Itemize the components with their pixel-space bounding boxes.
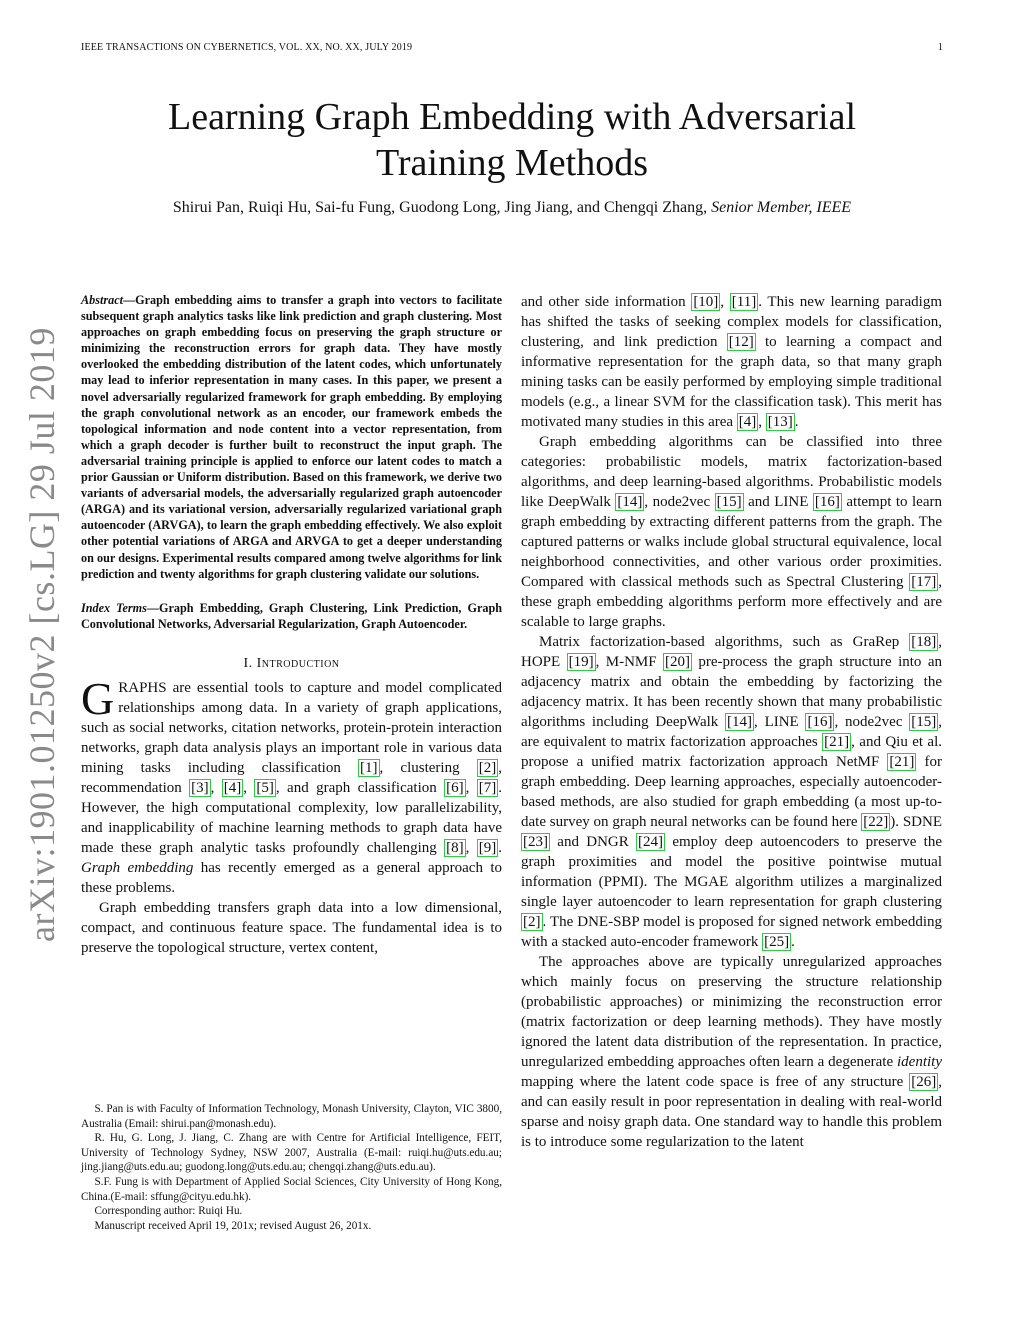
text-run: , are equivalent to matrix factorization approaches	[521, 714, 942, 750]
intro-paragraph-1: GRAPHS are essential tools to capture and model complicated relationships among data. In a variety of graph applications, such as social networks, citation networks, protein-protein interaction networks, graph data analysis plays an important role in various data mining tasks including classification [1] , clustering [2] , recommendation [3] , [4] , [5] , and graph classification [6] , [7] . However, the high computational complexity, low parallelizability, and inapplicability of machine learning methods to graph data have made these graph analytic tasks profoundly challenging [8] , [9] . Graph embedding has recently emerged as a general approach to these problems.	[81, 672, 502, 896]
right-paragraph-3	[521, 632, 942, 952]
text-run: , and can easily result in poor representation in dealing with real-world sparse and noisy graph data. One standard way to handle this problem is to introduce some regularization to the latent	[521, 1074, 942, 1150]
index-terms-label: Index Terms	[81, 600, 147, 615]
citation-link[interactable]: [26]	[911, 1074, 937, 1090]
abstract-label: Abstract	[81, 293, 123, 307]
text-run: , clustering	[379, 759, 477, 776]
text-run: and DNGR	[550, 834, 637, 850]
text-run: , and Qiu et al. propose a unified matrix factorization approach NetMF	[521, 734, 942, 770]
text-run: employ deep autoencoders to preserve the graph proximities and model the positive pointwise mutual information (PPMI). The MGAE algorithm utilizes a marginalized single layer autoencoder to learn representation for graph clustering	[521, 834, 942, 910]
text-run: mapping where the latent code space is free of any structure	[521, 1074, 910, 1090]
text-run: Graph embedding algorithms can be classified into three categories: probabilistic models, matrix factorization-based algorithms, and deep learning-based algorithms. Probabilistic models like DeepWalk	[521, 434, 942, 510]
citation-link[interactable]: [9]	[478, 839, 497, 856]
citation-link[interactable]: [23]	[523, 834, 548, 850]
abstract-text: —Graph embedding aims to transfer a graph into vectors to facilitate subsequent graph analytics tasks like link prediction and graph clustering. Most approaches on graph embedding focus on preserving the graph structure or minimizing the reconstruction errors for graph data. They have mostly overlooked the embedding distribution of the latent codes, which unfortunately may lead to inferior representation in many cases. In this paper, we present a novel adversarially regularized framework for graph embedding. By employing the graph convolutional network as an encoder, our framework embeds the topological information and node content into a vector representation, from which a graph decoder is further built to reconstruct the input graph. The adversarial training principle is applied to enforce our latent codes to match a prior Gaussian or Uniform distribution. Based on this framework, we derive two variants of adversarial models, the adversarially regularized graph autoencoder (ARGA) and its variational version, adversarially regularized variational graph autoencoder (ARVGA), to learn the graph embedding effectively. We also exploit other potential variations of ARGA and ARVGA to get a deeper understanding on our designs. Experimental results compared among twelve algorithms for link prediction and twenty algorithms for graph clustering validate our solutions.	[81, 293, 502, 581]
right-paragraph-4	[521, 952, 942, 1152]
text-run: and other side information	[521, 294, 692, 310]
citation-link[interactable]: [11]	[731, 294, 757, 310]
arxiv-stamp: arXiv:1901.01250v2 [cs.LG] 29 Jul 2019	[22, 327, 62, 942]
citation-link[interactable]: [1]	[360, 759, 378, 776]
emphasis: identity	[897, 1054, 942, 1070]
author-list	[81, 198, 943, 218]
footnote-corresponding-author: Corresponding author: Ruiqi Hu.	[94, 1205, 243, 1218]
citation-link[interactable]: [21]	[889, 754, 915, 770]
text-run: . However, the high computational complexity, low parallelizability, and inapplicability of machine learning methods to graph data have made these graph analytic tasks profoundly challenging	[81, 779, 502, 856]
citation-link[interactable]: [4]	[738, 414, 757, 430]
right-paragraph-1: and other side information [10] , [11] . This new learning paradigm has shifted the tasks of seeking complex models for classification, clustering, and link prediction [12] to learning a compact and informative representation for the graph data, so that many graph mining tasks can be easily performed by employing simple traditional models (e.g., a linear SVM for the classification task). This merit has motivated many studies in this area [4] , [13] .	[521, 294, 942, 430]
citation-link[interactable]: [24]	[638, 834, 664, 850]
citation-link[interactable]: [22]	[863, 814, 889, 830]
citation-link[interactable]: [20]	[664, 654, 690, 670]
title-line-1: Learning Graph Embedding with Adversarial	[167, 96, 857, 138]
text-run: attempt to learn graph embedding by extracting different patterns from the graph. The captured patterns or walks include global structural equivalence, local neighborhood connectivities, and other various order proximities. Compared with classical methods such as Spectral Clustering	[521, 494, 942, 590]
abstract	[81, 292, 502, 582]
author-role: Senior Member, IEEE	[711, 199, 852, 216]
citation-link[interactable]: [15]	[716, 494, 742, 510]
citation-link[interactable]: [8]	[446, 839, 464, 856]
citation-link[interactable]: [5]	[256, 779, 274, 796]
right-column	[521, 292, 942, 1152]
text-run: . The DNE-SBP model is proposed for signed network embedding with a stacked auto-encoder framework	[521, 914, 942, 950]
text-run: to learning a compact and informative representation for the graph data, so that many graph mining tasks can be easily performed by employing simple traditional models (e.g., a linear SVM for the classification task). This merit has motivated many studies in this area	[521, 334, 942, 430]
text-run: The approaches above are typically unregularized approaches which mainly focus on preserving the structure relationship (probabilistic approaches) or minimizing the reconstruction error (matrix factorization or deep learning methods). They have mostly ignored the latent data distribution of the representation. In practice, unregularized embedding approaches often learn a degenerate	[521, 954, 942, 1070]
text-run: , HOPE	[521, 634, 942, 670]
intro-paragraph-2: Graph embedding transfers graph data into a low dimensional, compact, and continuous feature space. The fundamental idea is to preserve the topological structure, vertex content,	[81, 899, 502, 956]
citation-link[interactable]: [4]	[223, 779, 242, 796]
title-line-2: Training Methods	[375, 142, 648, 184]
text-run: Matrix factorization-based algorithms, such as GraRep	[539, 634, 910, 650]
citation-link[interactable]: [13]	[767, 414, 793, 430]
text-run: .	[498, 839, 502, 856]
citation-link[interactable]: [15]	[911, 714, 937, 730]
citation-link[interactable]: [6]	[446, 779, 464, 796]
text-run: , these graph embedding algorithms perform more effectively and are scalable to large graphs.	[521, 574, 942, 630]
section-title: Introduction	[256, 655, 340, 671]
section-heading	[81, 654, 502, 674]
footnote-affiliation-uts: R. Hu, G. Long, J. Jiang, C. Zhang are with Centre for Artificial Intelligence, FEIT, University of Technology Sydney, NSW 2007, Australia (E-mail: ruiqi.hu@uts.edu.au; jing.jiang@uts.edu.au; guodong.long@uts.edu.au; chengqi.zhang@uts.edu.au).	[81, 1132, 502, 1174]
running-head	[81, 42, 943, 56]
text-run: .	[794, 414, 799, 430]
text-run: for graph embedding. Deep learning approaches, especially autoencoder-based methods, are also studied for graph embedding (a most up-to-date survey on graph neural networks can be found here	[521, 754, 942, 830]
text-run: , node2vec	[834, 714, 910, 730]
footnotes	[81, 1102, 502, 1233]
text-run: pre-process the graph structure into an adjacency matrix and obtain the embedding by factorizing the adjacency matrix. It has been recently shown that many probabilistic algorithms including DeepWalk	[521, 654, 942, 730]
right-paragraph-2	[521, 432, 942, 632]
journal-header: IEEE TRANSACTIONS ON CYBERNETICS, VOL. XX, NO. XX, JULY 2019	[81, 42, 413, 53]
citation-link[interactable]: [21]	[824, 734, 850, 750]
index-terms-text: —Graph Embedding, Graph Clustering, Link Prediction, Graph Convolutional Networks, Adversarial Regularization, Graph Autoencoder.	[81, 600, 503, 631]
citation-link[interactable]: [7]	[478, 779, 497, 796]
citation-link[interactable]: [18]	[911, 634, 937, 650]
text-run: has recently emerged as a general approach to these problems.	[81, 859, 502, 896]
citation-link[interactable]: [2]	[523, 914, 541, 930]
text-run: and LINE	[743, 494, 813, 510]
drop-cap: G	[81, 672, 115, 724]
citation-link[interactable]: [14]	[617, 494, 643, 510]
author-names: Shirui Pan, Ruiqi Hu, Sai-fu Fung, Guodong Long, Jing Jiang, and Chengqi Zhang,	[172, 199, 708, 216]
index-terms	[81, 600, 502, 632]
citation-link[interactable]: [19]	[568, 654, 594, 670]
emphasis: Graph embedding	[81, 859, 194, 876]
citation-link[interactable]: [14]	[727, 714, 753, 730]
left-column	[81, 292, 502, 958]
citation-link[interactable]: [17]	[911, 574, 937, 590]
page-number: 1	[937, 42, 943, 53]
text-run: , LINE	[754, 714, 806, 730]
citation-link[interactable]: [12]	[728, 334, 754, 350]
text-run: .	[791, 934, 795, 950]
text-run: ). SDNE	[890, 814, 943, 830]
citation-link[interactable]: [16]	[814, 494, 840, 510]
paper-title	[81, 94, 943, 186]
citation-link[interactable]: [16]	[807, 714, 833, 730]
section-number: I.	[243, 655, 253, 671]
text-run: , node2vec	[644, 494, 715, 510]
footnote-manuscript-dates: Manuscript received April 19, 201x; revised August 26, 201x.	[94, 1219, 372, 1232]
text-run: , M-NMF	[595, 654, 663, 670]
text-run: RAPHS are essential tools to capture and model complicated relationships among data. In a variety of graph applications, such as social networks, citation networks, protein-protein interaction networks, graph data analysis plays an important role in various data mining tasks including classification	[81, 679, 502, 776]
citation-link[interactable]: [25]	[764, 934, 790, 950]
text-run: , and graph classification	[275, 779, 445, 796]
footnote-affiliation-fung: S.F. Fung is with Department of Applied Social Sciences, City University of Hong Kong, China.(E-mail: sffung@cityu.edu.hk).	[81, 1175, 502, 1203]
footnote-affiliation-pan: S. Pan is with Faculty of Information Technology, Monash University, Clayton, VIC 3800, Australia (Email: shirui.pan@monash.edu).	[81, 1103, 502, 1130]
citation-link[interactable]: [2]	[478, 759, 497, 776]
text-run: . This new learning paradigm has shifted the tasks of seeking complex models for classification, clustering, and link prediction	[521, 294, 942, 350]
citation-link[interactable]: [10]	[693, 294, 719, 310]
text-run: , recommendation	[81, 759, 502, 796]
citation-link[interactable]: [3]	[191, 779, 209, 796]
